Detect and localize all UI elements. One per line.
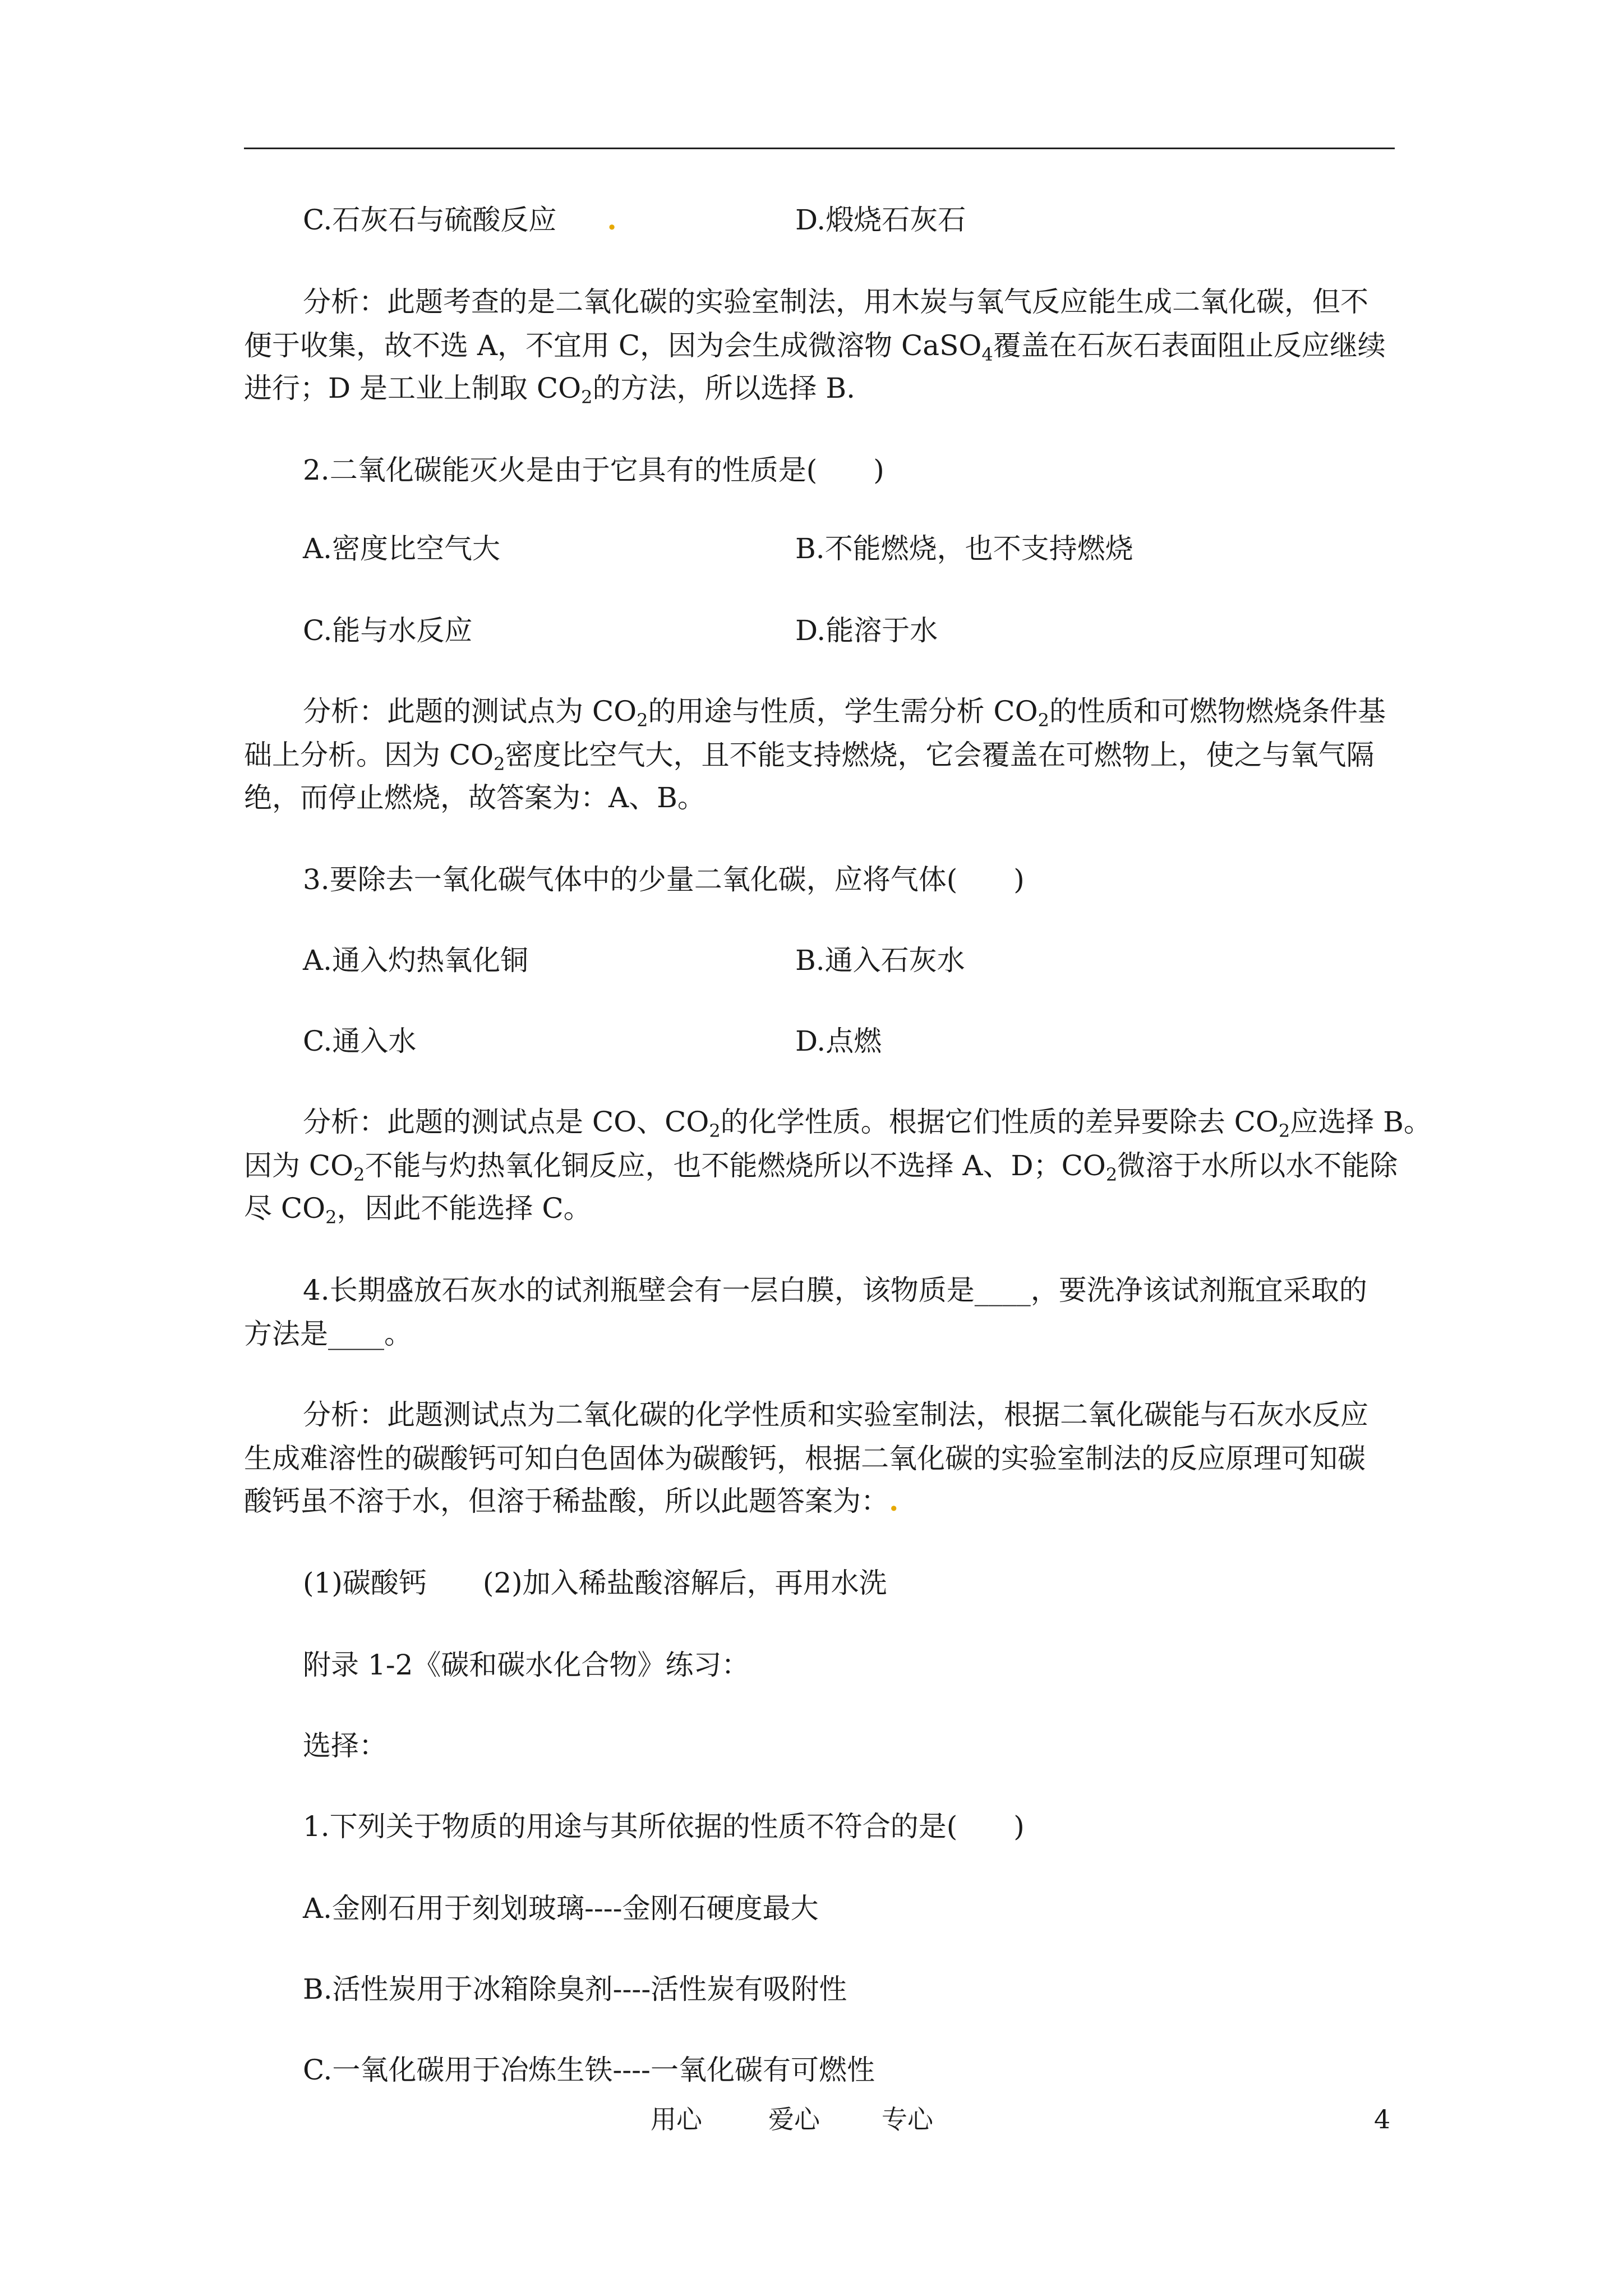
q2-option-b: B.不能燃烧，也不支持燃烧 xyxy=(795,532,1133,565)
q3-analysis-line-3: 尽 $CO_2$，因此不能选择 C。 xyxy=(244,1192,592,1228)
appendix-q1-stem: 1.下列关于物质的用途与其所依据的性质不符合的是( ) xyxy=(303,1810,1025,1843)
q1-analysis-line-2: 便于收集，故不选 A，不宜用 C，因为会生成微溶物 CaSO$_4$覆盖在石灰石表面阻止反应继续 xyxy=(244,329,1386,365)
q4-analysis-line-2: 生成难溶性的碳酸钙可知白色固体为碳酸钙，根据二氧化碳的实验室制法的反应原理可知碳 xyxy=(244,1442,1366,1475)
q3-stem: 3.要除去一氧化碳气体中的少量二氧化碳，应将气体( ) xyxy=(303,863,1025,896)
q2-analysis-line-2: 础上分析。因为 $CO_2$密度比空气大，且不能支持燃烧，它会覆盖在可燃物上，使之与氧气隔 xyxy=(244,739,1375,775)
page-number: 4 xyxy=(1374,2104,1391,2134)
q3-option-a: A.通入灼热氧化铜 xyxy=(303,944,529,977)
appendix-section-heading: 选择： xyxy=(303,1729,387,1762)
q2-stem: 2.二氧化碳能灭火是由于它具有的性质是( ) xyxy=(303,454,884,486)
q3-analysis-line-1: 分析：此题的测试点是 CO、$CO_2$的化学性质。根据它们性质的差异要除去 $CO_2$应选择 B。 xyxy=(303,1106,1432,1142)
q4-stem-line-2: 方法是____。 xyxy=(244,1318,412,1350)
q2-analysis-line-1: 分析：此题的测试点为 $CO_2$的用途与性质，学生需分析 $CO_2$的性质和可燃物燃烧条件基 xyxy=(303,695,1386,731)
appendix-q1-option-a: A.金刚石用于刻划玻璃----金刚石硬度最大 xyxy=(303,1892,819,1925)
highlight-dot: . xyxy=(607,203,617,236)
q2-option-a: A.密度比空气大 xyxy=(303,532,501,565)
q1-option-d: D.煅烧石灰石 xyxy=(795,204,966,236)
q4-answer: (1)碳酸钙 (2)加入稀盐酸溶解后，再用水洗 xyxy=(303,1567,887,1599)
q4-stem-line-1: 4.长期盛放石灰水的试剂瓶壁会有一层白膜，该物质是____，要洗净该试剂瓶宜采取的 xyxy=(303,1274,1367,1306)
q2-option-d: D.能溶于水 xyxy=(795,614,938,647)
q4-analysis-line-3: 酸钙虽不溶于水，但溶于稀盐酸，所以此题答案为：. xyxy=(244,1484,899,1517)
q3-option-c: C.通入水 xyxy=(303,1025,417,1057)
q1-analysis-line-3: 进行；D 是工业上制取 $CO_2$的方法，所以选择 B. xyxy=(244,372,856,408)
q3-option-d: D.点燃 xyxy=(795,1025,882,1057)
q4-analysis-line-1: 分析：此题测试点为二氧化碳的化学性质和实验室制法，根据二氧化碳能与石灰水反应 xyxy=(303,1398,1368,1431)
q3-analysis-line-2: 因为 $CO_2$不能与灼热氧化铜反应，也不能燃烧所以不选择 A、D；$CO_2$微溶于水所以水不能除 xyxy=(244,1149,1398,1185)
footer-text-1: 用心 xyxy=(651,2104,702,2134)
appendix-q1-option-b: B.活性炭用于冰箱除臭剂----活性炭有吸附性 xyxy=(303,1973,847,2005)
q2-analysis-line-3: 绝，而停止燃烧，故答案为：A、B。 xyxy=(244,781,706,814)
footer-text-3: 专心 xyxy=(882,2104,933,2134)
q1-analysis-line-1: 分析：此题考查的是二氧化碳的实验室制法，用木炭与氧气反应能生成二氧化碳，但不 xyxy=(303,286,1368,318)
footer-text-2: 爱心 xyxy=(768,2104,820,2134)
header-rule xyxy=(244,148,1395,149)
q2-option-c: C.能与水反应 xyxy=(303,614,473,647)
appendix-title: 附录 1-2《碳和碳水化合物》练习： xyxy=(303,1649,750,1681)
highlight-dot: . xyxy=(889,1484,899,1517)
q3-option-b: B.通入石灰水 xyxy=(795,944,965,977)
appendix-q1-option-c: C.一氧化碳用于冶炼生铁----一氧化碳有可燃性 xyxy=(303,2054,875,2086)
q1-option-c: C.石灰石与硫酸反应 . xyxy=(303,203,617,236)
